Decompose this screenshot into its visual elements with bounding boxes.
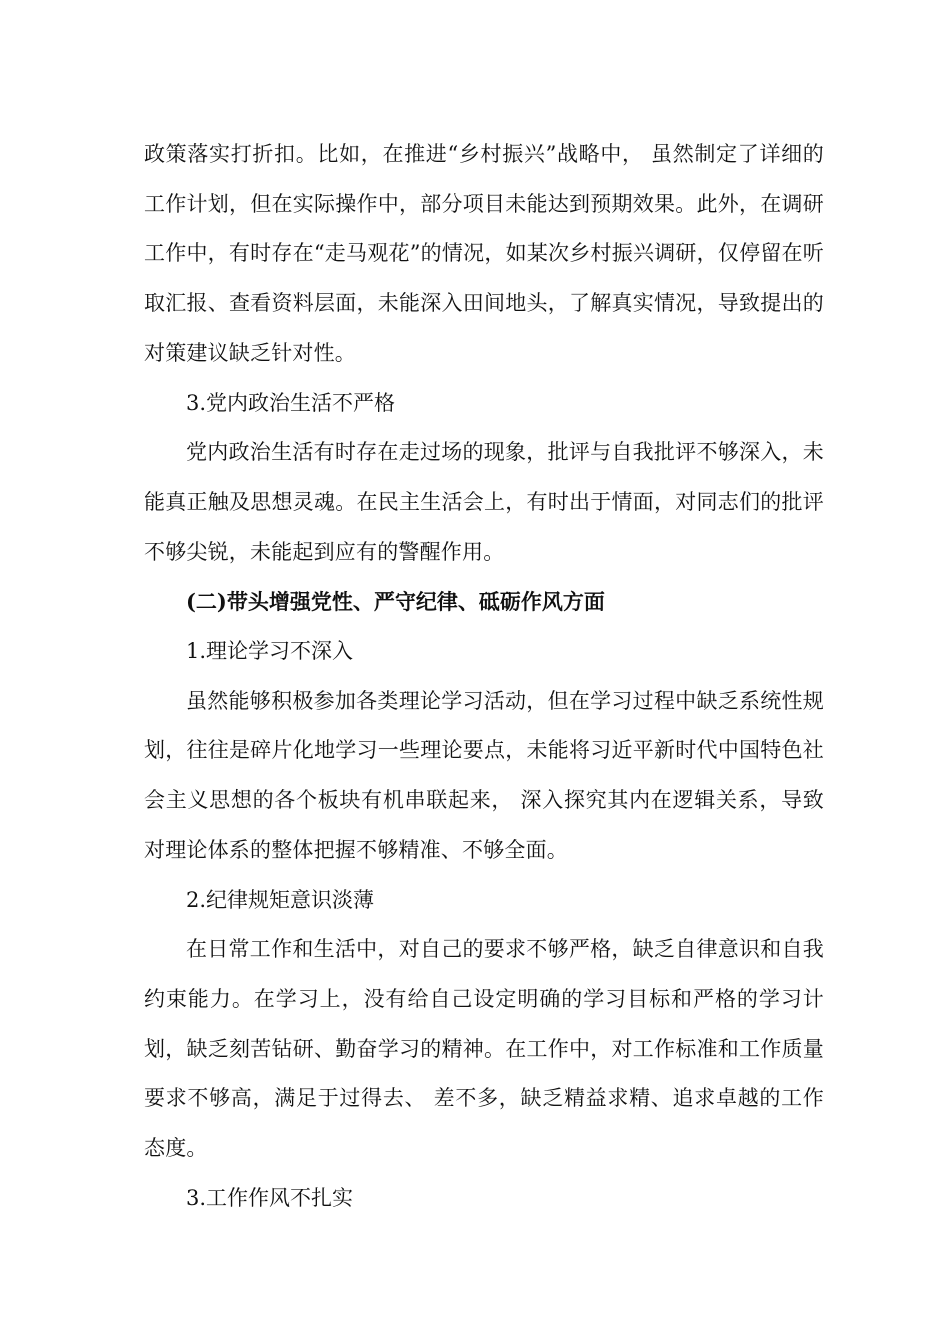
subheading-work-style: 3.工作作风不扎实 (186, 1185, 354, 1210)
paragraph-party-life: 党内政治生活有时存在走过场的现象，批评与自我批评不够深入，未能真正触及思想灵魂。在民主生活会上，有时出于情面，对同志们的批评不够尖锐，未能起到应有的警醒作用。 (144, 440, 824, 564)
subheading-party-life: 3.党内政治生活不严格 (186, 390, 396, 415)
paragraph-theory-study: 虽然能够积极参加各类理论学习活动，但在学习过程中缺乏系统性规划，往往是碎片化地学习一些理论要点，未能将习近平新时代中国特色社会主义思想的各个板块有机串联起来， 深入探究其内在逻辑关系，导致对理论体系的整体把握不够精准、不够全面。 (144, 688, 824, 862)
paragraph-discipline: 在日常工作和生活中，对自己的要求不够严格，缺乏自律意识和自我约束能力。在学习上，没有给自己设定明确的学习目标和严格的学习计划，缺乏刻苦钻研、勤奋学习的精神。在工作中，对工作标准和工作质量要求不够高，满足于过得去、 差不多，缺乏精益求精、追求卓越的工作态度。 (144, 937, 824, 1161)
document-body (144, 130, 824, 1223)
paragraph-policy-implementation: 政策落实打折扣。比如，在推进“乡村振兴”战略中， 虽然制定了详细的工作计划，但在实际操作中，部分项目未能达到预期效果。此外，在调研工作中，有时存在“走马观花”的情况，如某次乡村振兴调研，仅停留在听取汇报、查看资料层面，未能深入田间地头，了解真实情况，导致提出的对策建议缺乏针对性。 (144, 142, 824, 365)
subheading-theory-study: 1.理论学习不深入 (186, 639, 354, 664)
section-heading-party-spirit: (二)带头增强党性、严守纪律、砥砺作风方面 (186, 589, 605, 615)
subheading-discipline: 2.纪律规矩意识淡薄 (186, 887, 375, 912)
